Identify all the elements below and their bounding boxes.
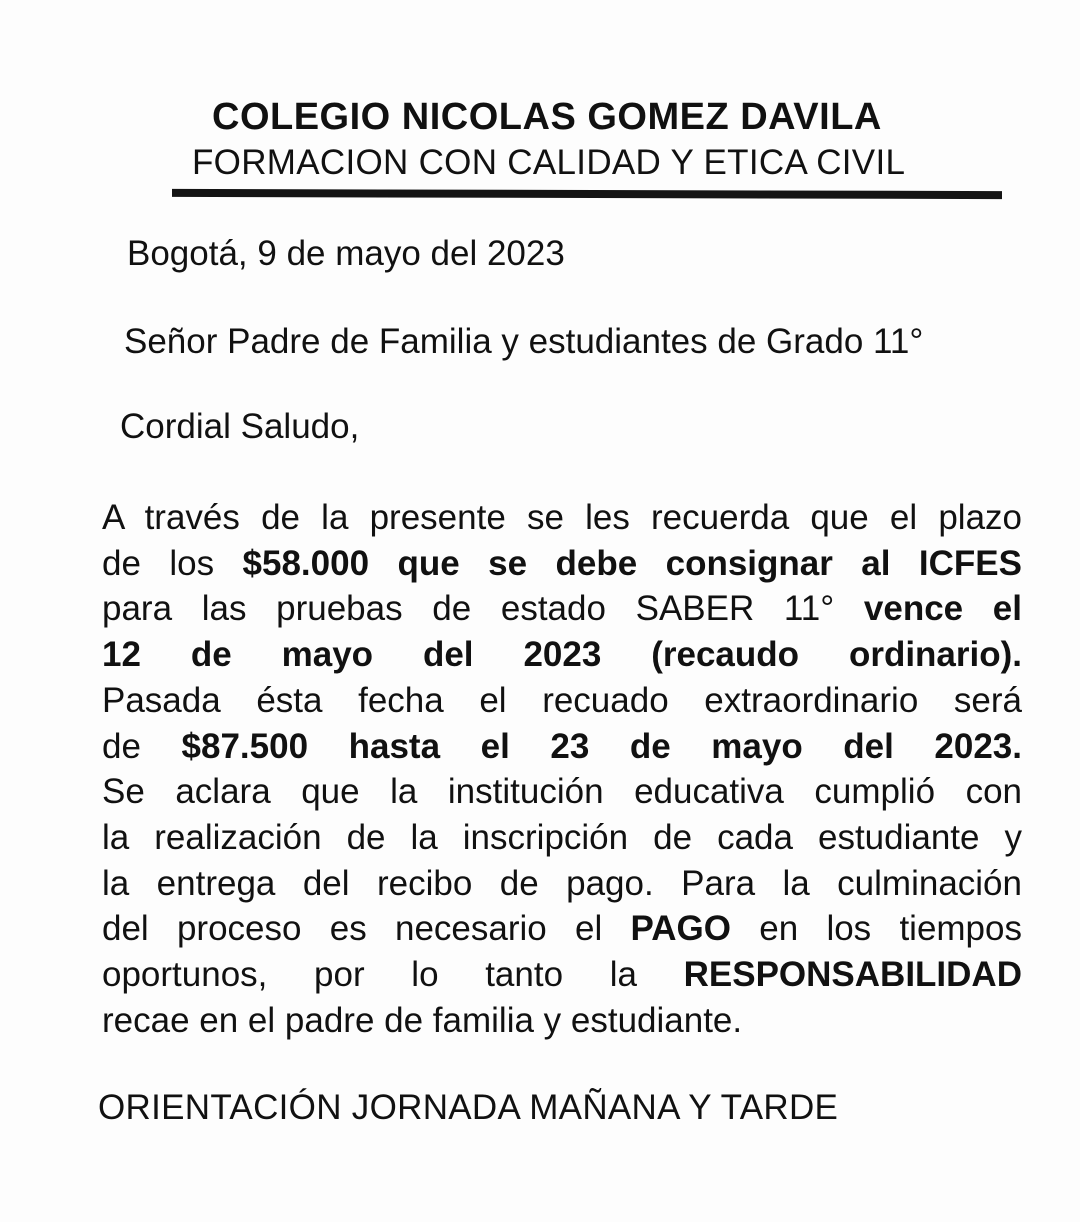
body-line: para las pruebas de estado SABER 11° vence el: [102, 589, 1022, 629]
letter-greeting: Cordial Saludo,: [120, 407, 360, 446]
body-line: Pasada ésta fecha el recuado extraordinario será: [102, 680, 1022, 720]
letter-recipient: Señor Padre de Familia y estudiantes de Grado 11°: [124, 322, 924, 361]
body-line: Se aclara que la institución educativa cumplió con: [102, 772, 1022, 812]
extraordinary-fee-highlight: $87.500 hasta el 23 de mayo del 2023.: [181, 726, 1022, 766]
body-line: de los $58.000 que se debe consignar al ICFES: [102, 543, 1022, 583]
body-line: de $87.500 hasta el 23 de mayo del 2023.: [102, 726, 1022, 766]
body-line: la entrega del recibo de pago. Para la culminación: [102, 863, 1022, 903]
body-line: la realización de la inscripción de cada estudiante y: [102, 817, 1022, 857]
letter-signature: ORIENTACIÓN JORNADA MAÑANA Y TARDE: [98, 1088, 839, 1127]
body-line: oportunos, por lo tanto la RESPONSABILIDAD: [102, 955, 1022, 995]
body-line: recae en el padre de familia y estudiante.: [102, 1000, 743, 1040]
letter-body: [102, 495, 1022, 1043]
school-motto: FORMACION CON CALIDAD Y ETICA CIVIL: [192, 143, 906, 182]
body-line: del proceso es necesario el PAGO en los tiempos: [102, 909, 1022, 949]
ordinary-deadline-highlight: 12 de mayo del 2023 (recaudo ordinario).: [102, 635, 1022, 675]
letter-date: Bogotá, 9 de mayo del 2023: [127, 234, 565, 273]
body-line: A través de la presente se les recuerda que el plazo: [102, 498, 1022, 537]
payment-highlight: PAGO: [630, 909, 731, 949]
header-divider: [172, 189, 1002, 199]
ordinary-fee-highlight: $58.000 que se debe consignar al ICFES: [242, 543, 1022, 583]
body-line: [102, 632, 1022, 678]
school-name: COLEGIO NICOLAS GOMEZ DAVILA: [212, 96, 882, 138]
responsibility-highlight: RESPONSABILIDAD: [683, 955, 1022, 995]
